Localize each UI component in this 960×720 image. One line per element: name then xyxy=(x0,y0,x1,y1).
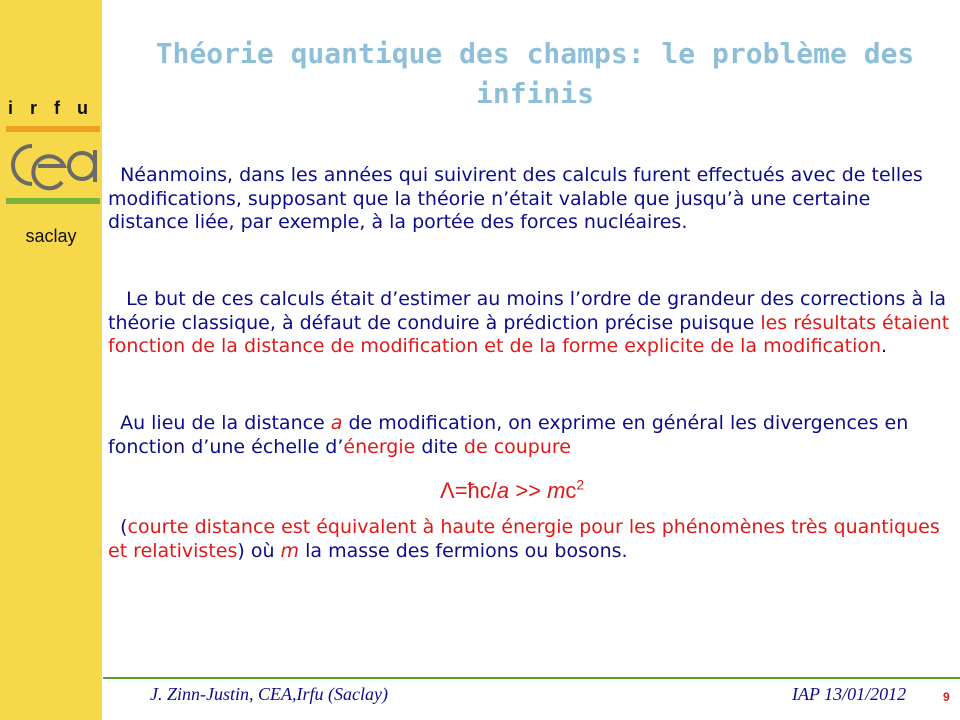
paragraph-3-text-c: dite xyxy=(415,435,464,458)
saclay-logo-text: saclay xyxy=(25,226,77,246)
formula-exponent: 2 xyxy=(576,476,585,493)
green-divider xyxy=(6,198,100,204)
cutoff-highlight: de coupure xyxy=(463,435,571,458)
variable-a: a xyxy=(330,412,343,434)
paragraph-3-text-b: de modification, on exprime en général les divergences en fonction d’une échelle d’ xyxy=(108,412,909,458)
formula-a: a xyxy=(496,478,510,503)
sidebar xyxy=(0,0,102,720)
formula-c: c xyxy=(565,478,577,503)
paragraph-4-end: la masse des fermions ou bosons. xyxy=(299,539,628,562)
footer-event: IAP 13/01/2012 xyxy=(792,684,907,704)
cutoff-formula xyxy=(440,478,584,504)
paragraph-2-highlight: les résultats étaient fonction de la distance de modification et de la forme explicite de la modification xyxy=(108,311,950,357)
cea-logo xyxy=(6,136,100,194)
formula-lambda: Λ=ħc/ xyxy=(440,478,497,503)
paragraph-1 xyxy=(108,164,953,235)
paragraph-2 xyxy=(108,288,953,359)
variable-m: m xyxy=(280,539,300,562)
paragraph-4-open: ( xyxy=(108,516,128,538)
paragraph-3 xyxy=(108,412,953,459)
paragraph-1-text: Néanmoins, dans les années qui suivirent des calculs furent effectués avec de telles modifications, supposant que la théorie n’était valable que jusqu’à une certaine distance liée, par exemple, à la portée des forces nucléaires. xyxy=(108,164,923,233)
formula-mid: >> xyxy=(509,478,548,503)
orange-divider xyxy=(6,126,100,132)
paragraph-4-close: ) où xyxy=(237,539,281,562)
irfu-logo-text: i r f u xyxy=(8,98,94,118)
footer-author: J. Zinn-Justin, CEA,Irfu (Saclay) xyxy=(150,684,388,704)
slide-title: Théorie quantique des champs: le problème des infinis xyxy=(155,37,915,110)
paragraph-3-text-a: Au lieu de la distance xyxy=(108,412,331,434)
paragraph-4 xyxy=(108,516,953,563)
formula-m: m xyxy=(547,478,566,503)
paragraph-4-highlight: courte distance est équivalent à haute énergie pour les phénomènes très quantiques et relativistes xyxy=(108,516,940,562)
paragraph-2-text: Le but de ces calculs était d’estimer au moins l’ordre de grandeur des corrections à la théorie classique, à défaut de conduire à prédiction précise puisque xyxy=(108,288,947,334)
footer-rule xyxy=(103,677,960,679)
page-number: 9 xyxy=(943,690,950,704)
paragraph-2-end: . xyxy=(881,335,888,357)
energy-highlight: énergie xyxy=(343,435,416,458)
